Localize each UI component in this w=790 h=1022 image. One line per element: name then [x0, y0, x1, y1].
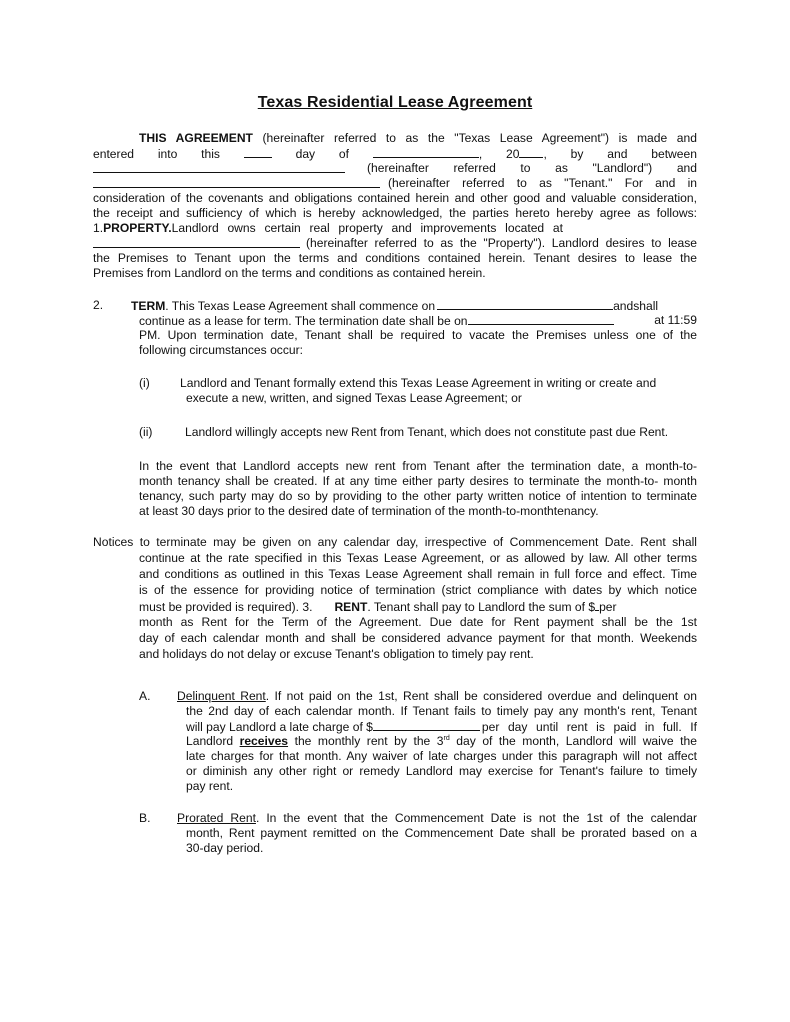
delinquent-line-5: late charges for that month. Any waiver of late charges under this paragraph will not affect: [186, 749, 697, 763]
intro-line-1: THIS AGREEMENT (hereinafter referred to as the "Texas Lease Agreement") is made and: [139, 131, 697, 145]
delinquent-line-2: the 2nd day of each calendar month. If Tenant fails to timely pay any month's rent, Tenant: [186, 704, 697, 718]
agreement-heading: THIS AGREEMENT: [139, 131, 253, 145]
term-line-3: PM. Upon termination date, Tenant shall be required to vacate the Premises unless one of the: [139, 328, 697, 342]
document-title: Texas Residential Lease Agreement: [257, 94, 533, 111]
landlord-name-blank[interactable]: [93, 161, 345, 173]
late-charge-blank[interactable]: [373, 719, 480, 731]
intro-line-5: consideration of the covenants and obligations contained herein and other good and valuable consideration,: [93, 191, 697, 205]
delinquent-line-1: Delinquent Rent. If not paid on the 1st, Rent shall be considered overdue and delinquent on: [177, 689, 697, 703]
year-blank[interactable]: [519, 146, 543, 158]
rent-heading: RENT: [334, 600, 368, 614]
month-blank[interactable]: [373, 146, 479, 158]
item-i-label: (i): [139, 376, 150, 390]
holdover-line-2: month tenancy shall be created. If at any time either party desires to terminate the month-to- month: [139, 474, 697, 488]
prorated-heading: Prorated Rent: [177, 811, 256, 825]
delinquent-line-7: pay rent.: [186, 779, 234, 793]
notices-line-4: is of the essence for providing notice of termination (strict compliance with dates by which notice: [139, 583, 697, 597]
rent-line-3: day of each calendar month and shall be considered advance payment for that month. Weekends: [139, 631, 697, 645]
holdover-line-3: tenancy, such party may do so by providing to the other party written notice of intention to terminate: [139, 489, 697, 503]
delinquent-label: A.: [139, 689, 151, 703]
receives-emphasis: receives: [239, 734, 289, 748]
day-blank[interactable]: [244, 146, 272, 158]
rent-line-4: and holidays do not delay or excuse Tenant's obligation to timely pay rent.: [139, 647, 534, 661]
property-line-3: the Premises to Tenant upon the terms and conditions contained herein. Tenant desires to lease the: [93, 251, 697, 265]
term-line-4: following circumstances occur:: [139, 343, 303, 357]
intro-line-3: (hereinafter referred to as "Landlord") and: [93, 161, 697, 176]
property-line-1: 1.PROPERTY.Landlord owns certain real property and improvements located at: [93, 221, 563, 235]
term-line-2: continue as a lease for term. The termination date shall be on at 11:59: [139, 313, 697, 328]
intro-line-2: entered into this day of , 20 , by and between: [93, 147, 697, 161]
holdover-line-4: at least 30 days prior to the desired date of termination of the month-to-monthtenancy.: [139, 504, 599, 518]
property-address-blank[interactable]: [93, 236, 300, 248]
delinquent-line-4: Landlord receives the monthly rent by the 3rd day of the month, Landlord will waive the: [186, 734, 697, 748]
term-heading: TERM: [131, 299, 166, 313]
item-i-line-2: execute a new, written, and signed Texas Lease Agreement; or: [186, 391, 522, 405]
prorated-line-2: month, Rent payment remitted on the Commencement Date shall be prorated based on a: [186, 826, 697, 840]
termination-date-blank[interactable]: [468, 313, 614, 325]
item-ii-line-1: Landlord willingly accepts new Rent from Tenant, which does not constitute past due Rent.: [185, 425, 669, 439]
property-line-4: Premises from Landlord on the terms and conditions as contained herein.: [93, 266, 486, 280]
notices-line-2: continue at the rate specified in this Texas Lease Agreement, or as allowed by law. All other terms: [139, 551, 697, 565]
term-number: 2.: [93, 298, 104, 312]
holdover-line-1: In the event that Landlord accepts new rent from Tenant after the termination date, a month-to-: [139, 459, 697, 473]
rent-line-2: month as Rent for the Term of the Agreement. Due date for Rent payment shall be the 1st: [139, 615, 697, 629]
delinquent-line-3: will pay Landlord a late charge of $ per day until rent is paid in full. If: [186, 720, 697, 734]
delinquent-line-6: or diminish any other right or remedy Landlord may exercise for Tenant's failure to timely: [186, 764, 697, 778]
term-line-1: TERM. This Texas Lease Agreement shall commence on andshall: [131, 299, 659, 313]
notices-line-1: Notices to terminate may be given on any calendar day, irrespective of Commencement Date. Rent shall: [93, 535, 697, 549]
property-heading: PROPERTY.: [103, 221, 172, 235]
intro-line-6: the receipt and sufficiency of which is hereby acknowledged, the parties hereto hereby agree as follows:: [93, 206, 697, 220]
item-i-line-1: Landlord and Tenant formally extend this Texas Lease Agreement in writing or create and: [180, 376, 657, 390]
property-line-2: (hereinafter referred to as the "Property"). Landlord desires to lease: [93, 236, 697, 251]
prorated-label: B.: [139, 811, 151, 825]
rent-line-1: must be provided is required). 3. RENT. Tenant shall pay to Landlord the sum of $ per: [139, 600, 617, 614]
intro-line-4: (hereinafter referred to as "Tenant." For and in: [93, 176, 697, 191]
prorated-line-1: Prorated Rent. In the event that the Commencement Date is not the 1st of the calendar: [177, 811, 697, 825]
item-ii-label: (ii): [139, 425, 153, 439]
commencement-date-blank[interactable]: [437, 298, 613, 310]
prorated-line-3: 30-day period.: [186, 841, 264, 855]
delinquent-heading: Delinquent Rent: [177, 689, 266, 703]
tenant-name-blank[interactable]: [93, 176, 380, 188]
notices-line-3: and conditions as outlined in this Texas Lease Agreement shall remain in full force and effect. Time: [139, 567, 697, 581]
